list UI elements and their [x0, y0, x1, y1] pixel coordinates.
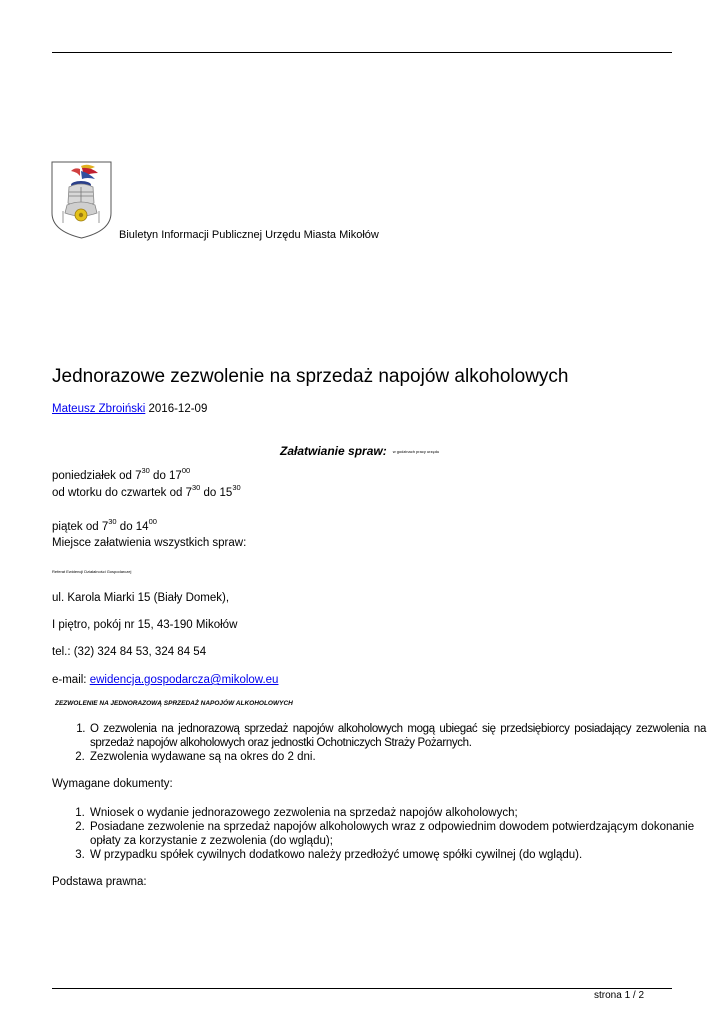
required-item: 3. W przypadku spółek cywilnych dodatkowo należy przedłożyć umowę spółki cywilnej (do wglądu).: [88, 848, 706, 862]
hours-heading-text: Załatwianie spraw:: [280, 444, 387, 458]
hours-heading: [280, 444, 439, 458]
hours-note: w godzinach pracy urzędu: [392, 449, 440, 455]
hours-fri-mid: do 14: [116, 521, 149, 533]
bottom-rule: [52, 988, 672, 989]
hours-tue-prefix: od wtorku do czwartek od 7: [52, 487, 192, 499]
info-item: 1. O zezwolenia na jednorazową sprzedaż napojów alkoholowych mogą ubiegać się przedsiębiorcy posiadający zezwolenia na sprzedaż napojów alkoholowych oraz jednostki Ochotniczych Straży Pożarnych.: [88, 722, 706, 750]
info-list: [52, 722, 706, 764]
hours-tue-end-min: 30: [232, 483, 241, 492]
page-title: Jednorazowe zezwolenie na sprzedaż napojów alkoholowych: [52, 366, 569, 387]
address-floor: I piętro, pokój nr 15, 43-190 Mikołów: [52, 619, 238, 631]
department-name: Referat Ewidencji Działalności Gospodarczej: [52, 569, 132, 574]
author-line: [52, 403, 207, 415]
hours-fri-start-min: 30: [108, 517, 117, 526]
hours-tuesday-thursday: [52, 483, 241, 499]
author-link[interactable]: Mateusz Zbroiński: [52, 403, 146, 415]
required-item: 2. Posiadane zezwolenie na sprzedaż napojów alkoholowych wraz z odpowiednim dowodem potwierdzającym dokonanie opłaty za korzystanie z zezwolenia (do wglądu);: [88, 820, 706, 848]
hours-monday-mid: do 17: [149, 470, 182, 482]
place-heading: Miejsce załatwienia wszystkich spraw:: [52, 537, 247, 549]
hours-monday-start-min: 30: [141, 466, 150, 475]
hours-fri-prefix: piątek od 7: [52, 521, 109, 533]
email-line: [52, 674, 278, 686]
coat-of-arms-logo: [51, 161, 112, 239]
info-item: 2. Zezwolenia wydawane są na okres do 2 dni.: [88, 750, 706, 764]
bip-caption: Biuletyn Informacji Publicznej Urzędu Miasta Mikołów: [119, 229, 379, 241]
hours-tue-start-min: 30: [192, 483, 201, 492]
required-documents-list: [52, 806, 706, 862]
hours-monday-end-min: 00: [181, 466, 191, 475]
legal-basis-heading: Podstawa prawna:: [52, 876, 147, 888]
phone-line: tel.: (32) 324 84 53, 324 84 54: [52, 646, 207, 658]
hours-monday-prefix: poniedziałek od 7: [52, 470, 142, 482]
hours-fri-end-min: 00: [148, 517, 157, 526]
required-item: 1. Wniosek o wydanie jednorazowego zezwolenia na sprzedaż napojów alkoholowych;: [88, 806, 706, 820]
required-heading: Wymagane dokumenty:: [52, 778, 173, 790]
address-street: ul. Karola Miarki 15 (Biały Domek),: [52, 592, 230, 604]
page-number: strona 1 / 2: [594, 990, 645, 1001]
email-link[interactable]: ewidencja.gospodarcza@mikolow.eu: [89, 674, 279, 686]
top-rule: [52, 52, 672, 53]
hours-monday: [52, 466, 191, 482]
hours-tue-mid: do 15: [200, 487, 233, 499]
hours-friday: [52, 517, 157, 533]
email-label: e-mail:: [52, 674, 90, 686]
section-heading: ZEZWOLENIE NA JEDNORAZOWĄ SPRZEDAŻ NAPOJÓW ALKOHOLOWYCH: [55, 700, 293, 707]
publication-date: 2016-12-09: [148, 403, 208, 415]
